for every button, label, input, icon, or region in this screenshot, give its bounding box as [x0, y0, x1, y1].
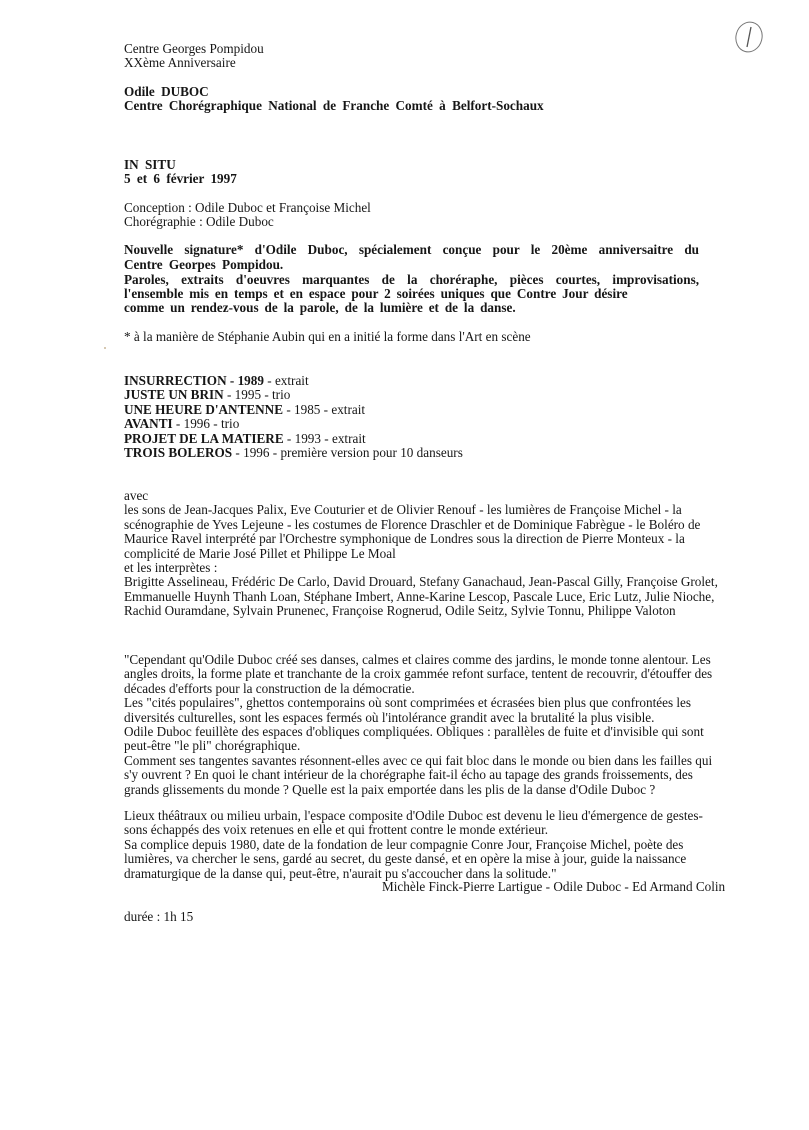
intro-line: Nouvelle signature* d'Odile Duboc, spécialement conçue pour le 20ème anniversaitre du: [124, 242, 699, 257]
work-title: AVANTI: [124, 416, 173, 432]
intro-line: l'ensemble mis en temps et en espace pour 2 soirées uniques que Contre Jour désire: [124, 286, 628, 301]
cast-line: avec: [124, 488, 149, 503]
work-detail: - 1993 - extrait: [283, 430, 366, 446]
work-title: TROIS BOLEROS: [124, 445, 233, 460]
quote-line: Sa complice depuis 1980, date de la fondation de leur compagnie Conre Jour, Françoise Michel, poète des: [124, 836, 684, 852]
handwritten-page-number: [732, 20, 766, 54]
quote-line: Comment ses tangentes savantes résonnent-elles avec ce qui fait bloc dans le monde ou bien dans les failles qui: [124, 752, 713, 768]
header-line: XXème Anniversaire: [124, 55, 236, 70]
quote-line: s'y ouvrent ? En quoi le chant intérieur de la chorégraphe fait-il écho au tapage des grands froissements, des: [124, 767, 693, 783]
cast-line: Maurice Ravel interprété par l'Orchestre symphonique de Londres sous la direction de Pierre Monteux - la: [124, 531, 685, 547]
work-detail: - 1996 - première version pour 10 danseurs: [232, 445, 463, 460]
quote-line: dramaturgique de la danse qui, peut-être, n'aurait pu s'accoucher dans la solitude.": [124, 865, 557, 881]
work-item: [124, 446, 463, 460]
work-title: PROJET DE LA MATIERE: [124, 430, 284, 446]
work-detail: - 1996 - trio: [172, 416, 240, 432]
quote-line: peut-être "le pli" chorégraphique.: [124, 738, 301, 754]
quote-line: Lieux théâtraux ou milieu urbain, l'espace composite d'Odile Duboc est devenu le lieu d'émergence de gestes-: [124, 808, 703, 823]
work-item: [124, 417, 239, 431]
work-detail: - 1985 - extrait: [283, 401, 366, 417]
quote-attribution: Michèle Finck-Pierre Lartigue - Odile Duboc - Ed Armand Colin: [382, 879, 726, 894]
cast-line: scénographie de Yves Lejeune - les costumes de Florence Draschler et de Dominique Fabrègue - le Boléro de: [124, 516, 701, 532]
work-item: [124, 432, 366, 446]
credit-line: Conception : Odile Duboc et Françoise Michel: [124, 200, 371, 215]
cast-line: Brigitte Asselineau, Frédéric De Carlo, David Drouard, Stefany Ganachaud, Jean-Pascal Gilly, Françoise Grolet,: [124, 574, 718, 590]
company-name: Centre Chorégraphique National de Franche Comté à Belfort-Sochaux: [124, 98, 544, 113]
work-detail: - extrait: [263, 373, 309, 388]
intro-line: Centre Georpes Pompidou.: [124, 257, 284, 272]
quote-line: Les "cités populaires", ghettos contemporains où sont comprimées et écrasées bien plus que confrontées les: [124, 695, 692, 711]
work-title: JUSTE UN BRIN: [124, 387, 224, 403]
footnote: * à la manière de Stéphanie Aubin qui en a initié la forme dans l'Art en scène: [124, 329, 531, 344]
cast-line: complicité de Marie José Pillet et Philippe Le Moal: [124, 545, 396, 561]
duration: durée : 1h 15: [124, 909, 194, 924]
cast-line: Emmanuelle Huynh Thanh Loan, Stéphane Imbert, Anne-Karine Lescop, Pascale Luce, Eric Lutz, Julie Nioche,: [124, 588, 715, 604]
work-item: [124, 374, 309, 388]
quote-line: lumières, va chercher le sens, gardé au secret, du geste dansé, et en opère la mise à jour, guide la naissance: [124, 851, 687, 867]
credit-line: Chorégraphie : Odile Duboc: [124, 214, 274, 229]
work-title: UNE HEURE D'ANTENNE: [124, 401, 284, 417]
cast-line: Rachid Ouramdane, Sylvain Prunenec, Françoise Rognerud, Odile Seitz, Sylvie Tonnu, Philippe Valoton: [124, 603, 676, 619]
show-title: IN SITU: [124, 157, 176, 172]
show-date: 5 et 6 février 1997: [124, 171, 237, 186]
quote-line: sons échappés des voix retenues en elle et qui frottent contre le monde extérieur.: [124, 822, 549, 838]
intro-line: comme un rendez-vous de la parole, de la lumière et de la danse.: [124, 300, 516, 315]
cast-line: les sons de Jean-Jacques Palix, Eve Couturier et de Olivier Renouf - les lumières de Françoise Michel - la: [124, 502, 682, 518]
choreographer-name: Odile DUBOC: [124, 84, 209, 99]
work-detail: - 1995 - trio: [223, 387, 291, 403]
quote-line: angles droits, la forme plate et tranchante de la croix gammée refont surface, tentent de recouvrir, d'étouffer des: [124, 666, 713, 682]
header-line: Centre Georges Pompidou: [124, 41, 264, 56]
cast-line: et les interprètes :: [124, 560, 218, 575]
quote-line: Odile Duboc feuillète des espaces d'obliques compliquées. Obliques : parallèles de fuite et d'invisible qui sont: [124, 724, 704, 739]
intro-line: Paroles, extraits d'oeuvres marquantes de la choréraphe, pièces courtes, improvisations,: [124, 272, 699, 287]
quote-line: "Cependant qu'Odile Duboc créé ses danses, calmes et claires comme des jardins, le monde tonne alentour. Les: [124, 652, 711, 667]
quote-line: grands glissements du monde ? Quelle est la paix emportée dans les plis de la danse d'Odile Duboc ?: [124, 781, 656, 797]
quote-line: diversités culturelles, sont les espaces fermés où l'intolérance grandit avec la brutalité la plus visible.: [124, 709, 655, 725]
scan-speck: [104, 347, 106, 349]
work-item: [124, 403, 365, 417]
work-item: [124, 388, 290, 402]
quote-line: décades d'efforts pour la construction de la démocratie.: [124, 680, 415, 696]
work-title: INSURRECTION - 1989: [124, 373, 264, 388]
